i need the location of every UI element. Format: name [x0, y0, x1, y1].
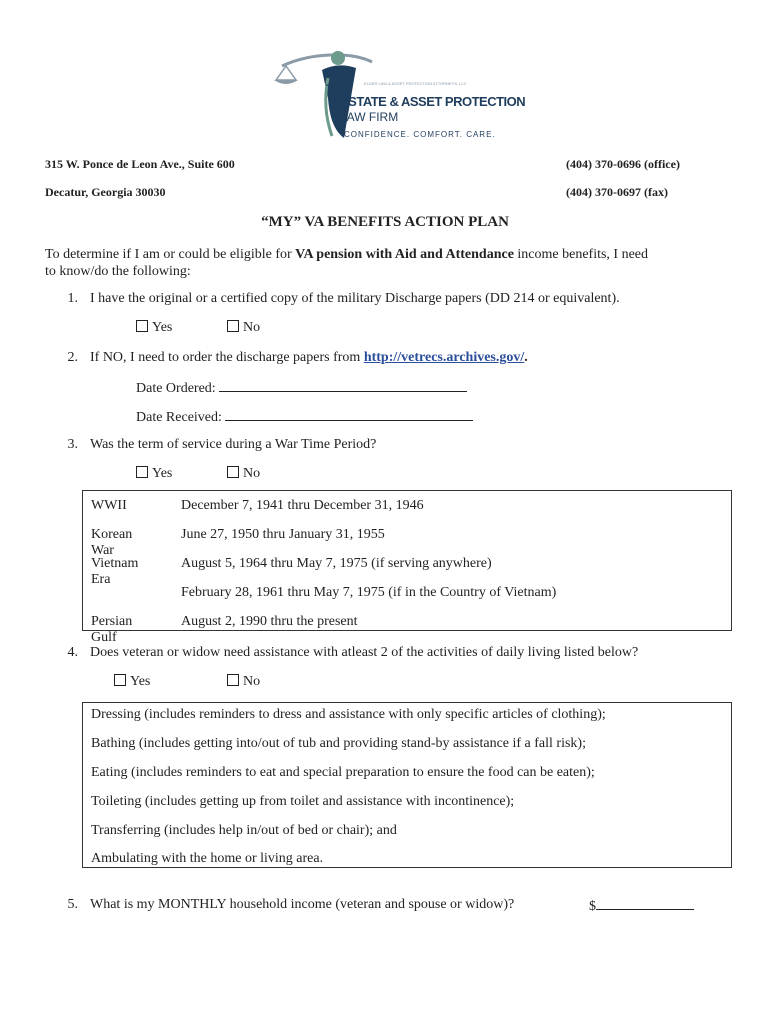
period-dates: June 27, 1950 thru January 31, 1955 [181, 527, 385, 542]
q1-yes-option[interactable] [136, 320, 172, 336]
list-item: Toileting (includes getting up from toilet and assistance with incontinence); [91, 794, 515, 809]
q2-text-before: If NO, I need to order the discharge papers from [90, 350, 364, 365]
war-periods-table [82, 490, 732, 645]
firm-logo [272, 48, 526, 143]
period-dates: February 28, 1961 thru May 7, 1975 (if in the Country of Vietnam) [181, 585, 557, 600]
q4-yes-checkbox[interactable] [114, 674, 126, 686]
monthly-income-field[interactable] [596, 897, 694, 910]
logo-line1: THE [326, 82, 350, 96]
period-name: WWII [91, 498, 127, 513]
vetrecs-link[interactable]: http://vetrecs.archives.gov/ [363, 350, 525, 365]
q2-number: 2. [67, 350, 78, 365]
intro-before: To determine if I am or could be eligible for [45, 247, 296, 262]
q3-yes-label: Yes [152, 466, 173, 481]
q4-no-option[interactable] [227, 674, 260, 690]
date-received-field[interactable] [225, 408, 473, 421]
q5-text: What is my MONTHLY household income (veteran and spouse or widow)? [90, 897, 515, 912]
logo-small-text: ELDER LAW & ASSET PROTECTION ATTORNEYS, LLC [364, 81, 467, 86]
period-dates: August 5, 1964 thru May 7, 1975 (if serving anywhere) [181, 556, 492, 571]
date-received-label: Date Received: [136, 410, 222, 425]
q2-text-after: . [524, 350, 528, 365]
income-field-row [589, 897, 694, 915]
q3-no-option[interactable] [227, 466, 260, 482]
logo-line2: ESTATE & ASSET PROTECTION [340, 94, 526, 109]
page-title: “MY” VA BENEFITS ACTION PLAN [261, 214, 509, 230]
address-line1: 315 W. Ponce de Leon Ave., Suite 600 [45, 157, 235, 171]
intro-line2: to know/do the following: [45, 264, 191, 279]
daily-living-activities-box [82, 702, 732, 868]
period-name: Vietnam Era [91, 556, 139, 587]
phone-office: (404) 370-0696 (office) [566, 157, 680, 171]
q3-number: 3. [67, 437, 78, 452]
q4-yes-label: Yes [130, 674, 151, 689]
logo-tagline: CONFIDENCE. COMFORT. CARE. [344, 130, 496, 139]
intro-paragraph [45, 246, 735, 280]
q1-number: 1. [67, 291, 78, 306]
list-item: Transferring (includes help in/out of bed or chair); and [91, 823, 397, 838]
q5-number: 5. [67, 897, 78, 912]
period-dates: December 7, 1941 thru December 31, 1946 [181, 498, 424, 513]
list-item: Eating (includes reminders to eat and special preparation to ensure the food can be eaten); [91, 765, 595, 780]
q3-text: Was the term of service during a War Time Period? [90, 437, 377, 452]
date-ordered-field[interactable] [219, 379, 467, 392]
q4-no-checkbox[interactable] [227, 674, 239, 686]
period-dates: August 2, 1990 thru the present [181, 614, 358, 629]
date-ordered-row [136, 379, 467, 397]
list-item: Dressing (includes reminders to dress and assistance with only specific articles of clothing); [91, 707, 606, 722]
date-ordered-label: Date Ordered: [136, 381, 216, 396]
q4-text: Does veteran or widow need assistance with atleast 2 of the activities of daily living listed below? [90, 645, 639, 660]
q2-text [90, 350, 528, 366]
list-item: Bathing (includes getting into/out of tub and providing stand-by assistance if a fall risk); [91, 736, 586, 751]
q3-no-label: No [243, 466, 261, 481]
logo-line3: LAW FIRM [340, 110, 399, 124]
currency-symbol: $ [589, 899, 596, 914]
q1-no-label: No [243, 320, 261, 335]
q1-yes-label: Yes [152, 320, 173, 335]
intro-bold: VA pension with Aid and Attendance [295, 247, 514, 262]
q4-number: 4. [67, 645, 78, 660]
list-item: Ambulating with the home or living area. [91, 851, 324, 866]
q3-yes-option[interactable] [136, 466, 172, 482]
address-line2: Decatur, Georgia 30030 [45, 185, 166, 199]
date-received-row [136, 408, 473, 426]
q4-no-label: No [243, 674, 261, 689]
period-name: Korean War [91, 527, 133, 558]
phone-fax: (404) 370-0697 (fax) [566, 185, 668, 199]
q1-no-checkbox[interactable] [227, 320, 239, 332]
q4-yes-option[interactable] [114, 674, 150, 690]
q1-text: I have the original or a certified copy of the military Discharge papers (DD 214 or equivalent). [90, 291, 620, 306]
period-name: Persian Gulf [91, 614, 133, 645]
q3-yes-checkbox[interactable] [136, 466, 148, 478]
intro-after: income benefits, I need [513, 247, 649, 262]
q1-yes-checkbox[interactable] [136, 320, 148, 332]
q3-no-checkbox[interactable] [227, 466, 239, 478]
q1-no-option[interactable] [227, 320, 260, 336]
